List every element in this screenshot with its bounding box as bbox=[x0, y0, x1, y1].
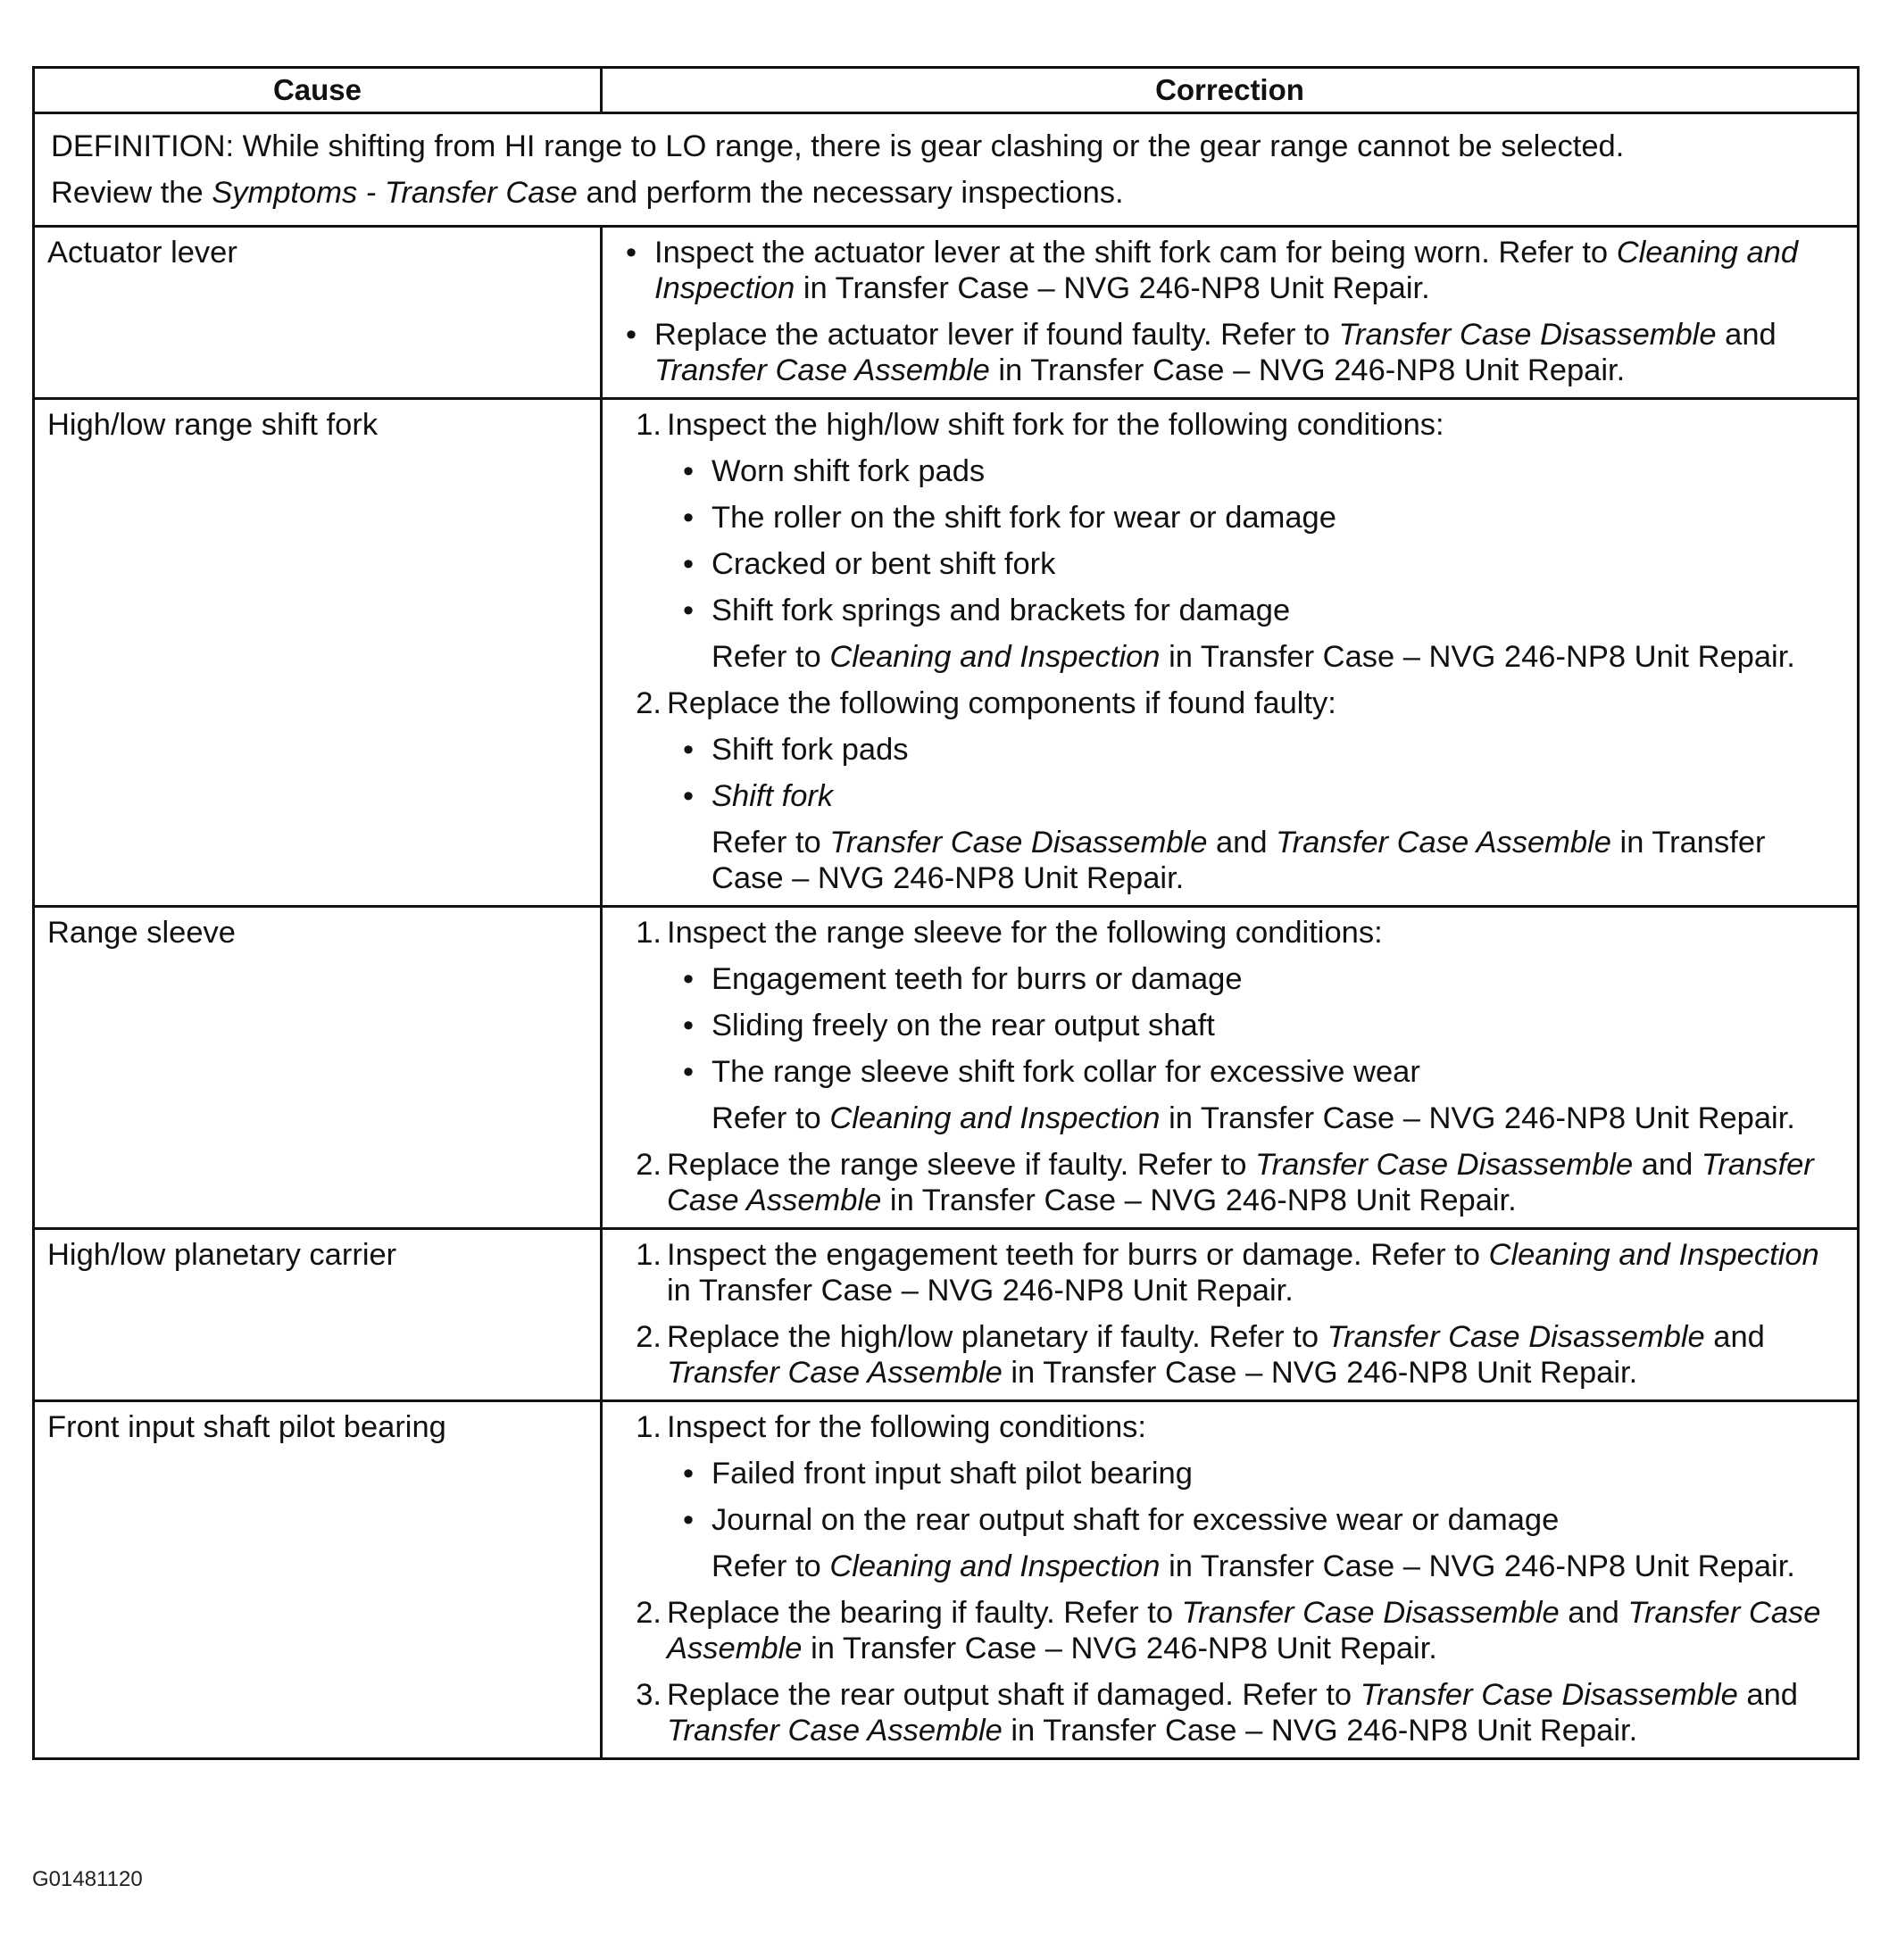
step-number: 2. bbox=[636, 1320, 662, 1354]
refer-note: Refer to Transfer Case Disassemble and Transfer Case Assemble in Transfer Case – NVG 246-NP8 Unit Repair. bbox=[711, 826, 1766, 895]
figure-id: G01481120 bbox=[32, 1867, 143, 1891]
step-number: 1. bbox=[636, 916, 662, 950]
correction-steps bbox=[620, 915, 1839, 1218]
step-item: 2. Replace the range sleeve if faulty. Refer to Transfer Case Disassemble and Transfer Case Assemble in Transfer Case – NVG 246-NP8 Unit Repair. bbox=[620, 1147, 1839, 1218]
condition-list bbox=[667, 961, 1839, 1090]
correction-cell bbox=[602, 399, 1859, 907]
correction-cell bbox=[602, 1229, 1859, 1401]
diagnostic-table bbox=[32, 66, 1860, 1760]
list-item: • Engagement teeth for burrs or damage bbox=[678, 961, 1839, 997]
refer-note: Refer to Cleaning and Inspection in Transfer Case – NVG 246-NP8 Unit Repair. bbox=[711, 1549, 1795, 1583]
table-row bbox=[34, 227, 1859, 399]
step-number: 2. bbox=[636, 1148, 662, 1182]
list-item: • Shift fork springs and brackets for damage bbox=[678, 593, 1839, 628]
correction-cell bbox=[602, 907, 1859, 1229]
symptoms-reference: Symptoms - Transfer Case bbox=[212, 176, 578, 210]
list-item: • Failed front input shaft pilot bearing bbox=[678, 1456, 1839, 1491]
cause-cell: High/low range shift fork bbox=[34, 399, 602, 907]
condition-list bbox=[667, 1456, 1839, 1538]
step-item: 3. Replace the rear output shaft if damaged. Refer to Transfer Case Disassemble and Transfer Case Assemble in Transfer Case – NVG 246-NP8 Unit Repair. bbox=[620, 1677, 1839, 1748]
step-number: 1. bbox=[636, 1410, 662, 1444]
table-row bbox=[34, 399, 1859, 907]
table-row bbox=[34, 907, 1859, 1229]
cause-cell: Actuator lever bbox=[34, 227, 602, 399]
step-item: 2. Replace the following components if found faulty: • Shift fork pads • Shift fork Refer to Transfer Case Disassemble and Transfer Case Assemble in Transfer Case – NVG 246-NP8 Unit Repair. bbox=[620, 685, 1839, 896]
list-item: • Sliding freely on the rear output shaft bbox=[678, 1008, 1839, 1043]
correction-cell bbox=[602, 227, 1859, 399]
step-item: 1. Inspect for the following conditions: • Failed front input shaft pilot bearing • Journal on the rear output shaft for excessive wear or damage Refer to Cleaning and Inspection in Transfer Case – NVG 246-NP8 Unit Repair. bbox=[620, 1409, 1839, 1584]
header-correction: Correction bbox=[602, 68, 1859, 113]
definition-cell bbox=[34, 113, 1859, 227]
list-item: • Cracked or bent shift fork bbox=[678, 546, 1839, 582]
definition-review-text: Review the Symptoms - Transfer Case and perform the necessary inspections. bbox=[51, 176, 1124, 210]
correction-cell bbox=[602, 1401, 1859, 1759]
correction-list bbox=[620, 235, 1839, 388]
step-number: 2. bbox=[636, 686, 662, 720]
step-item: 1. Inspect the range sleeve for the following conditions: • Engagement teeth for burrs or damage • Sliding freely on the rear output shaft • The range sleeve shift fork collar for excessive wear Refer to Cleaning and Inspection in Transfer Case – NVG 246-NP8 Unit Repair. bbox=[620, 915, 1839, 1136]
table-row bbox=[34, 1401, 1859, 1759]
step-item: 1. Inspect the high/low shift fork for the following conditions: • Worn shift fork pads • The roller on the shift fork for wear or damage • Cracked or bent shift fork • Shift fork springs and brackets for damage Refer to Cleaning and Inspection in Transfer Case – NVG 246-NP8 Unit Repair. bbox=[620, 407, 1839, 675]
list-item: • The range sleeve shift fork collar for excessive wear bbox=[678, 1054, 1839, 1090]
cause-cell: Front input shaft pilot bearing bbox=[34, 1401, 602, 1759]
definition-text: DEFINITION: While shifting from HI range to LO range, there is gear clashing or the gear range cannot be selected. bbox=[51, 129, 1625, 163]
step-number: 3. bbox=[636, 1678, 662, 1712]
component-list bbox=[667, 732, 1839, 814]
list-item: • The roller on the shift fork for wear or damage bbox=[678, 500, 1839, 536]
list-item: • Shift fork pads bbox=[678, 732, 1839, 768]
step-number: 1. bbox=[636, 1238, 662, 1272]
table-row bbox=[34, 1229, 1859, 1401]
list-item: • Journal on the rear output shaft for excessive wear or damage bbox=[678, 1502, 1839, 1538]
list-item: • Replace the actuator lever if found faulty. Refer to Transfer Case Disassemble and Transfer Case Assemble in Transfer Case – NVG 246-NP8 Unit Repair. bbox=[620, 317, 1839, 388]
table-header-row bbox=[34, 68, 1859, 113]
step-item: 1. Inspect the engagement teeth for burrs or damage. Refer to Cleaning and Inspection in Transfer Case – NVG 246-NP8 Unit Repair. bbox=[620, 1237, 1839, 1308]
step-item: 2. Replace the bearing if faulty. Refer to Transfer Case Disassemble and Transfer Case Assemble in Transfer Case – NVG 246-NP8 Unit Repair. bbox=[620, 1595, 1839, 1666]
definition-row bbox=[34, 113, 1859, 227]
correction-steps bbox=[620, 1237, 1839, 1391]
condition-list bbox=[667, 453, 1839, 628]
correction-steps bbox=[620, 1409, 1839, 1748]
list-item: • Worn shift fork pads bbox=[678, 453, 1839, 489]
header-cause: Cause bbox=[34, 68, 602, 113]
step-item: 2. Replace the high/low planetary if faulty. Refer to Transfer Case Disassemble and Transfer Case Assemble in Transfer Case – NVG 246-NP8 Unit Repair. bbox=[620, 1319, 1839, 1391]
list-item: • Inspect the actuator lever at the shift fork cam for being worn. Refer to Cleaning and Inspection in Transfer Case – NVG 246-NP8 Unit Repair. bbox=[620, 235, 1839, 306]
step-number: 2. bbox=[636, 1596, 662, 1630]
step-number: 1. bbox=[636, 408, 662, 442]
cause-cell: Range sleeve bbox=[34, 907, 602, 1229]
refer-note: Refer to Cleaning and Inspection in Transfer Case – NVG 246-NP8 Unit Repair. bbox=[711, 1101, 1795, 1135]
cause-cell: High/low planetary carrier bbox=[34, 1229, 602, 1401]
refer-note: Refer to Cleaning and Inspection in Transfer Case – NVG 246-NP8 Unit Repair. bbox=[711, 640, 1795, 674]
list-item: • Shift fork bbox=[678, 778, 1839, 814]
correction-steps bbox=[620, 407, 1839, 896]
